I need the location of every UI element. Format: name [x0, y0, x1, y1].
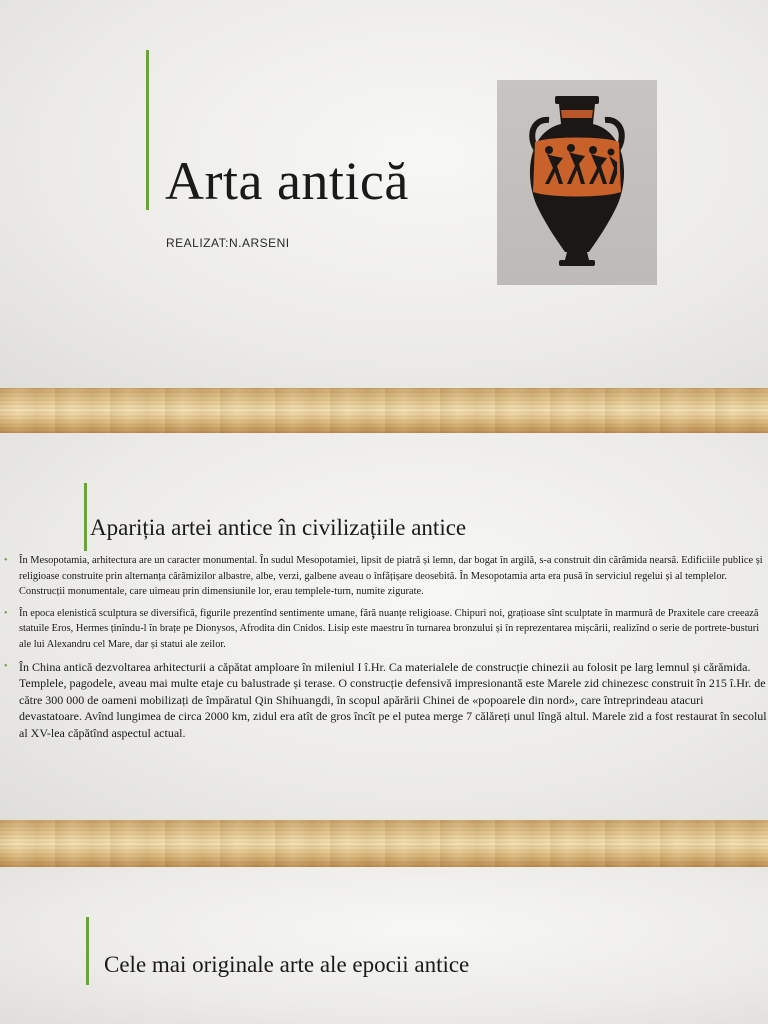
bullet-text: În Mesopotamia, arhitectura are un caracter monumental. În sudul Mesopotamiei, lipsit de piatră și lemn, dar bogat în argilă, s-a construit din cărămida nearsă. Edificiile publice și religioase construite prin alternanța cărămizilor albastre, albe, verzi, galbene aveau o înfățișare deosebită. În Mesopotamia arta era pusă în serviciul regelui și al templelor. Construcții monumentale, care uimeau prin dimensiunile lor, erau templele-turn, numite zigurate.	[19, 555, 763, 598]
bullet-text: În China antică dezvoltarea arhitecturii a căpătat amploare în mileniul I î.Hr. Ca materialele de construcție chinezii au folosit pe larg lemnul și cărămida. Templele, pagodele, aveau mai multe etaje cu balustrade și terase. O construcție defensivă impresionantă este Marele zid chinezesc construit în 215 î.Hr. de către 300 000 de oameni mobilizați de împăratul Qin Shihuangdi, în scopul apărării Chinei de «popoarele din nord», care întreprindeau atacuri devastatoare. Avînd lungimea de circa 2000 km, zidul era atît de gros încît pe el putea merge 7 călăreți unul lîngă altul. Marele zid a fost restaurat în secolul al XV-lea căpătînd aspectul actual.	[19, 659, 767, 740]
bullet-list	[0, 553, 768, 747]
wood-divider	[0, 388, 768, 433]
slide-heading: Apariția artei antice în civilizațiile antice	[90, 515, 467, 540]
list-item: • În Mesopotamia, arhitectura are un caracter monumental. În sudul Mesopotamiei, lipsit de piatră și lemn, dar bogat în argilă, s-a construit din cărămida nearsă. Edificiile publice și religioase construite prin alternanța cărămizilor albastre, albe, verzi, galbene aveau o înfățișare deosebită. În Mesopotamia arta era pusă în serviciul regelui și al templelor. Construcții monumentale, care uimeau prin dimensiunile lor, erau templele-turn, numite zigurate.	[4, 555, 763, 598]
accent-bar	[86, 917, 89, 985]
slide-content	[0, 433, 768, 820]
wood-divider	[0, 820, 768, 867]
slide-heading: Cele mai originale arte ale epocii antice	[104, 952, 470, 977]
page-title: Arta antică	[165, 151, 409, 211]
list-item: • În China antică dezvoltarea arhitecturii a căpătat amploare în mileniul I î.Hr. Ca materialele de construcție chinezii au folosit pe larg lemnul și cărămida. Templele, pagodele, aveau mai multe etaje cu balustrade și terase. O construcție defensivă impresionantă este Marele zid chinezesc construit în 215 î.Hr. de către 300 000 de oameni mobilizați de împăratul Qin Shihuangdi, în scopul apărării Chinei de «popoarele din nord», care întreprindeau atacuri devastatoare. Avînd lungimea de circa 2000 km, zidul era atît de gros încît pe el putea merge 7 călăreți unul lîngă altul. Marele zid a fost restaurat în secolul al XV-lea căpătînd aspectul actual.	[4, 659, 767, 740]
slide-title	[0, 0, 768, 388]
list-item: • În epoca elenistică sculptura se diversifică, figurile prezentînd sentimente umane, fără nuanțe religioase. Chipuri noi, grațioase sînt sculptate în marmură de Praxitele care creează statuile Eros, Hermes ținîndu-l în brațe pe Dionysos, Afrodita din Cnidos. Lisip este maestru în turnarea bronzului și în reprezentarea mișcării, realizînd o serie de portrete-busturi ale lui Alexandru cel Mare, dar și statui ale zeilor.	[4, 607, 760, 650]
bullet-text: În epoca elenistică sculptura se diversifică, figurile prezentînd sentimente umane, fără nuanțe religioase. Chipuri noi, grațioase sînt sculptate în marmură de Praxitele care creează statuile Eros, Hermes ținîndu-l în brațe pe Dionysos, Afrodita din Cnidos. Lisip este maestru în turnarea bronzului și în reprezentarea mișcării, realizînd o serie de portrete-busturi ale lui Alexandru cel Mare, dar și statui ale zeilor.	[19, 607, 760, 650]
author-subtitle: REALIZAT:N.ARSENI	[166, 236, 290, 250]
amphora-vase-icon	[497, 80, 657, 285]
accent-bar	[84, 483, 87, 551]
slide-section	[0, 867, 768, 1024]
amphora-vase-image	[497, 80, 657, 285]
accent-bar	[146, 50, 149, 210]
